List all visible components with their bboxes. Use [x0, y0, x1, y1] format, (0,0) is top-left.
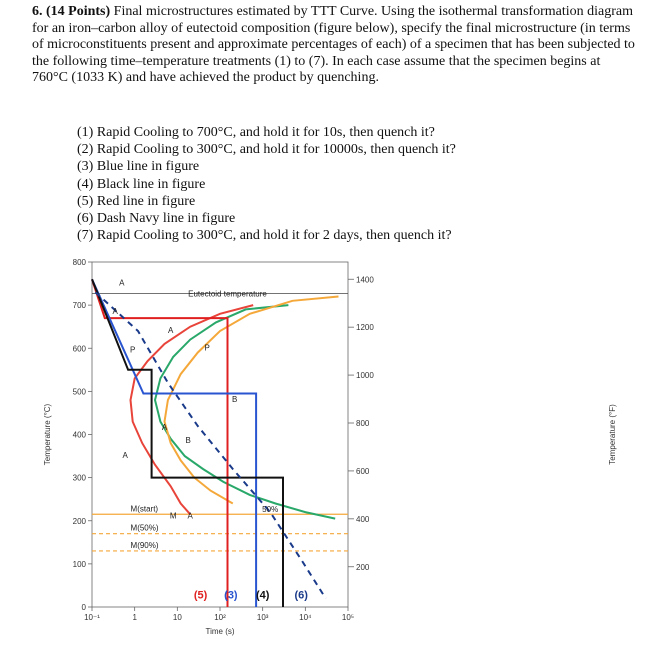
y-right-tick-label-5: 400: [356, 514, 370, 524]
annotation-7: B: [185, 436, 191, 446]
treatment-item-4: (4) Black line in figure: [77, 176, 206, 192]
curve-50pct: [155, 305, 335, 518]
x-tick-label-2: 10: [172, 613, 182, 622]
problem-number: 6.: [32, 4, 43, 19]
line-label-1: (3): [224, 589, 238, 602]
treatment-item-1: (1) Rapid Cooling to 700°C, and hold it for 10s, then quench it?: [77, 125, 435, 140]
y-right-tick-label-2: 1000: [356, 371, 374, 381]
y-right-tick-label-1: 1200: [356, 323, 374, 333]
treatment-path-3: [95, 292, 325, 598]
y-tick-label-3: 300: [72, 473, 86, 483]
annotation-2: P: [204, 343, 210, 353]
annotation-9: M: [169, 511, 177, 521]
y-tick-label-6: 600: [72, 344, 86, 354]
x-tick-label-5: 10⁴: [299, 613, 312, 622]
y-right-tick-label-0: 1400: [356, 275, 374, 285]
problem-text: Final microstructures estimated by TTT Curve. Using the isothermal transformation diagram for an iron–carbon alloy of eutectoid composition (figure below), specify the final microstructure (in terms of microconstituents present and approximate percentages of each) of a specimen that has been subjected to the following time–temperature treatments (1) to (7). In each case assume that the specimen begins at 760°C (1033 K) and have achieved the product by quenching.: [32, 4, 635, 86]
treatment-item-6: (6) Dash Navy line in figure: [77, 211, 236, 227]
y-axis-title: Temperature (°C): [43, 403, 52, 466]
y-tick-label-4: 400: [72, 430, 86, 440]
line-label-2: (4): [255, 589, 270, 602]
x-tick-label-1: 1: [132, 613, 137, 622]
x-tick-label-6: 10⁵: [341, 613, 355, 622]
y-right-tick-label-4: 600: [356, 466, 370, 476]
problem-points: (14 Points): [46, 4, 111, 19]
annotation-4: A: [168, 326, 174, 336]
martensite-label-1: M(50%): [130, 523, 159, 533]
y-tick-label-1: 100: [72, 559, 86, 569]
annotation-0: A: [119, 278, 125, 288]
treatment-item-5: (5) Red line in figure: [77, 193, 196, 209]
y-tick-label-0: 0: [81, 603, 86, 612]
annotation-6: A: [161, 423, 168, 433]
y-tick-label-2: 200: [72, 516, 86, 526]
annotation-3: P: [130, 345, 136, 355]
y-tick-label-8: 800: [72, 258, 86, 267]
martensite-label-0: M(start): [130, 504, 159, 514]
y-right-axis-title: Temperature (°F): [608, 404, 617, 465]
curve-start: [131, 305, 254, 514]
x-axis-title: Time (s): [205, 627, 235, 636]
treatment-item-2: (2) Rapid Cooling to 300°C, and hold it for 10000s, then quench it?: [77, 142, 456, 158]
line-label-3: (6): [294, 589, 308, 602]
annotation-8: A: [122, 451, 128, 461]
annotation-11: 50%: [262, 505, 279, 515]
treatment-item-3: (3) Blue line in figure: [77, 159, 200, 175]
x-tick-label-4: 10³: [256, 613, 269, 622]
y-tick-label-5: 500: [72, 387, 86, 397]
x-tick-label-3: 10²: [214, 613, 226, 622]
line-label-0: (5): [193, 589, 208, 602]
x-tick-label-0: 10⁻¹: [84, 613, 100, 622]
annotation-10: A: [187, 511, 193, 521]
martensite-label-2: M(90%): [130, 540, 159, 550]
annotation-1: A: [112, 306, 118, 316]
eutectoid-label: Eutectoid temperature: [188, 289, 267, 299]
y-tick-label-7: 700: [72, 301, 86, 311]
y-right-tick-label-3: 800: [356, 419, 370, 428]
treatment-item-7: (7) Rapid Cooling to 300°C, and hold it for 2 days, then quench it?: [77, 228, 452, 244]
y-right-tick-label-6: 200: [356, 562, 370, 572]
annotation-5: B: [231, 395, 238, 405]
